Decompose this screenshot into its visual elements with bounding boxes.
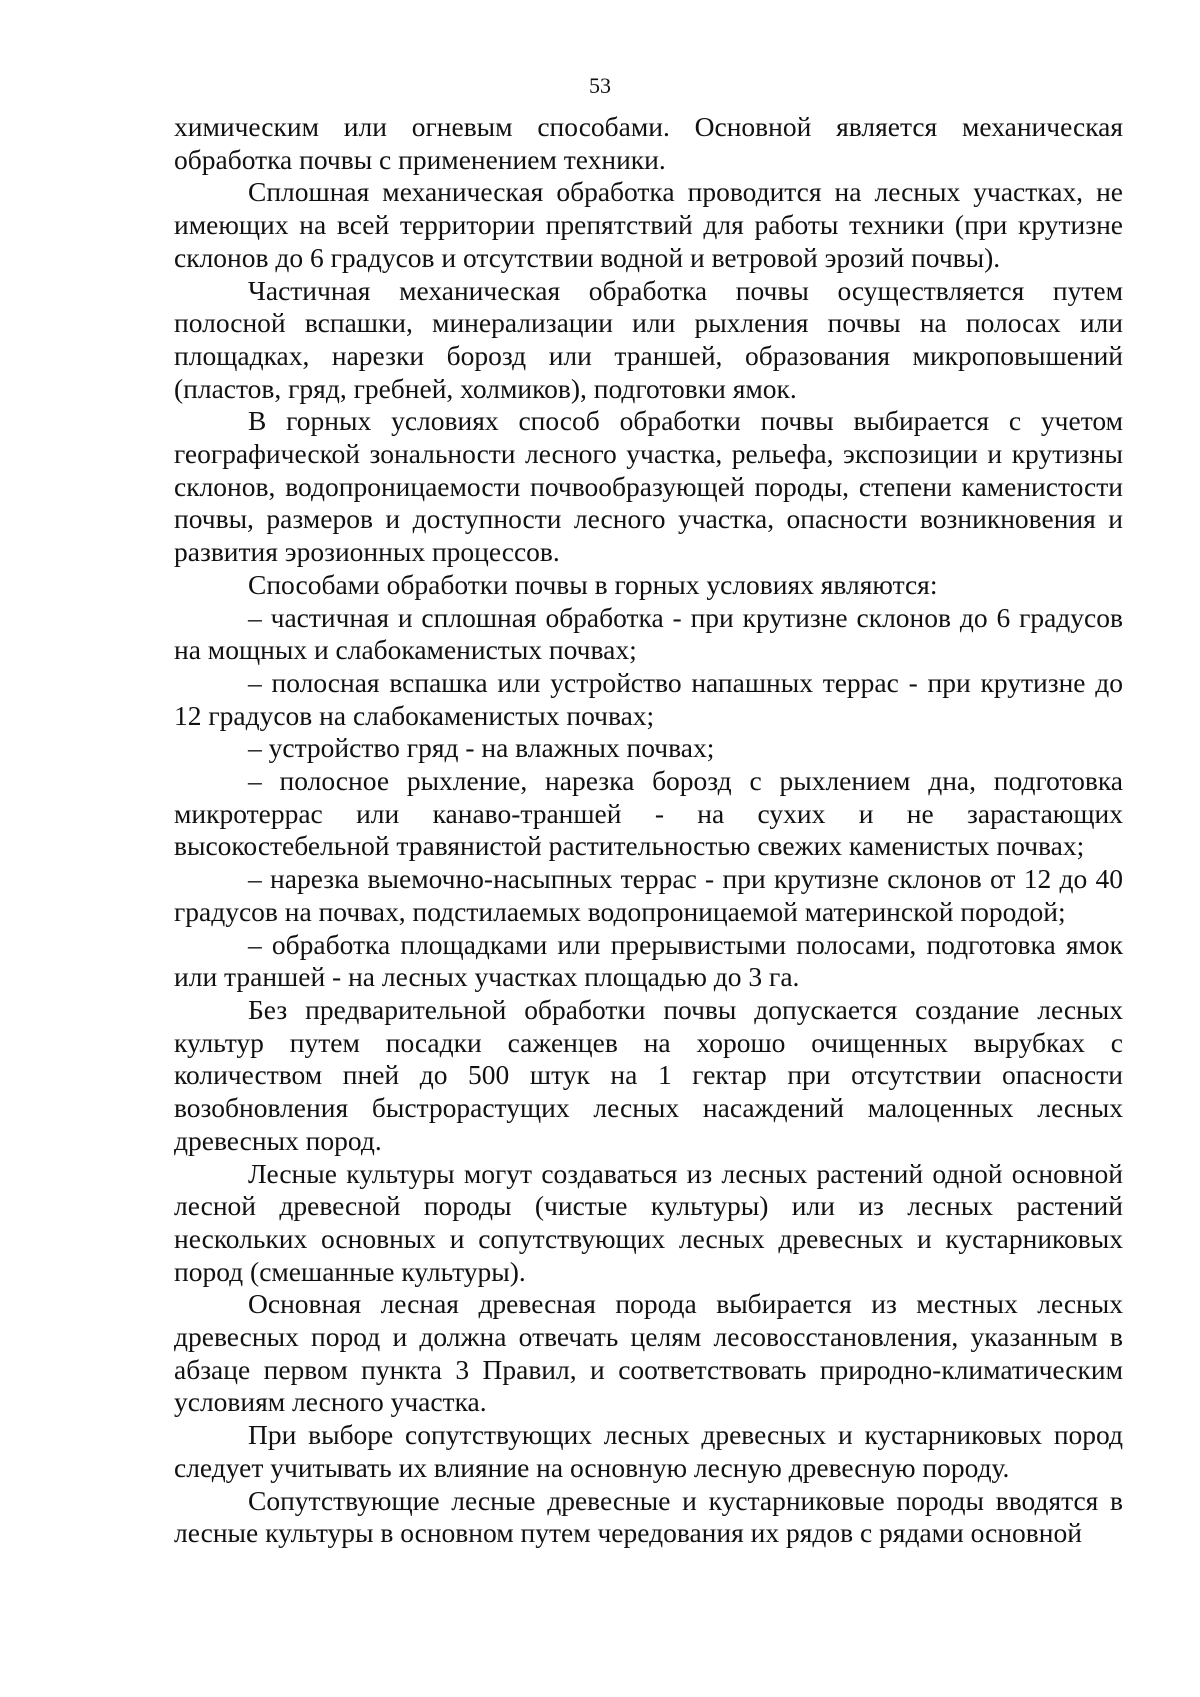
list-item: – нарезка выемочно-насыпных террас - при крутизне склонов от 12 до 40 градусов на почвах, подстилаемых водопроницаемой материнской породой; bbox=[174, 863, 1123, 927]
page-number: 53 bbox=[589, 73, 611, 98]
paragraph: Частичная механическая обработка почвы осуществляется путем полосной вспашки, минерализации или рыхления почвы на полосах или площадках, нарезки борозд или траншей, образования микроповышений (пластов, гряд, гребней, холмиков), подготовки ямок. bbox=[174, 274, 1123, 404]
list-item: – полосная вспашка или устройство напашных террас - при крутизне до 12 градусов на слабокаменистых почвах; bbox=[174, 666, 1123, 731]
list-item: – устройство гряд - на влажных почвах; bbox=[248, 732, 715, 764]
list-item: – обработка площадками или прерывистыми полосами, подготовка ямок или траншей - на лесных участках площадью до 3 га. bbox=[174, 928, 1123, 993]
paragraph: Сплошная механическая обработка проводится на лесных участках, не имеющих на всей территории препятствий для работы техники (при крутизне склонов до 6 градусов и отсутствии водной и ветровой эрозий почвы). bbox=[174, 176, 1123, 273]
list-item: – полосное рыхление, нарезка борозд с рыхлением дна, подготовка микротеррас или канаво-траншей - на сухих и не зарастающих высокостебельной травянистой растительностью свежих каменистых почвах; bbox=[174, 765, 1123, 862]
paragraph: Без предварительной обработки почвы допускается создание лесных культур путем посадки саженцев на хорошо очищенных вырубках с количеством пней до 500 штук на 1 гектар при отсутствии опасности возобновления быстрорастущих лесных насаждений малоценных лесных древесных пород. bbox=[174, 993, 1123, 1156]
paragraph: химическим или огневым способами. Основной является механическая обработка почвы с применением техники. bbox=[174, 111, 1123, 175]
paragraph: В горных условиях способ обработки почвы выбирается с учетом географической зональности лесного участка, рельефа, экспозиции и крутизны склонов, водопроницаемости почвообразующей породы, степени каменистости почвы, размеров и доступности лесного участка, опасности возникновения и развития эрозионных процессов. bbox=[174, 405, 1123, 568]
paragraph: Основная лесная древесная порода выбирается из местных лесных древесных пород и должна отвечать целям лесовосстановления, указанным в абзаце первом пункта 3 Правил, и соответствовать природно-климатическим условиям лесного участка. bbox=[174, 1288, 1123, 1418]
paragraph: Способами обработки почвы в горных условиях являются: bbox=[248, 568, 938, 600]
list-item: – частичная и сплошная обработка - при крутизне склонов до 6 градусов на мощных и слабокаменистых почвах; bbox=[174, 601, 1123, 666]
paragraph: Сопутствующие лесные древесные и кустарниковые породы вводятся в лесные культуры в основном путем чередования их рядов с рядами основной bbox=[174, 1484, 1123, 1549]
paragraph: При выборе сопутствующих лесных древесных и кустарниковых пород следует учитывать их влияние на основную лесную древесную породу. bbox=[174, 1419, 1123, 1483]
paragraph: Лесные культуры могут создаваться из лесных растений одной основной лесной древесной породы (чистые культуры) или из лесных растений нескольких основных и сопутствующих лесных древесных и кустарниковых пород (смешанные культуры). bbox=[174, 1157, 1123, 1287]
body-text bbox=[174, 111, 1123, 1550]
